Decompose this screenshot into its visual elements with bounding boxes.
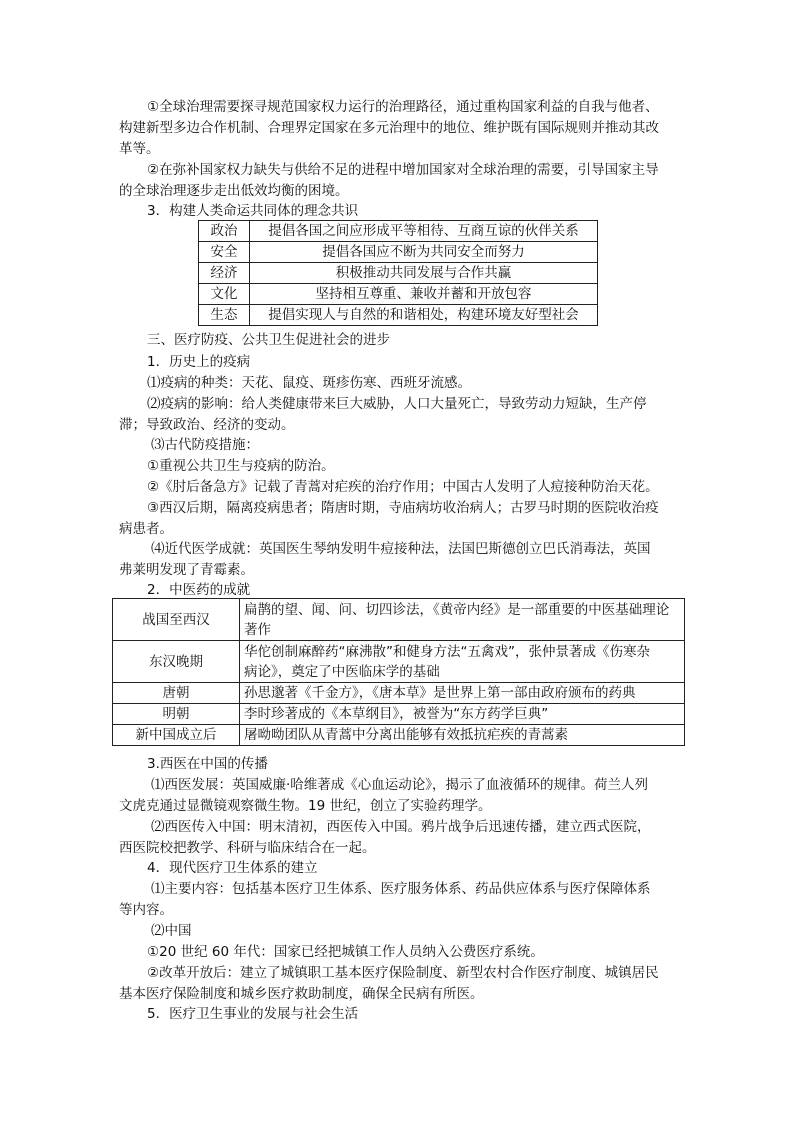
- section-heading: 1．历史上的疫病: [147, 354, 251, 370]
- paragraph-line: ⑴疫病的种类：天花、鼠疫、斑疹伤寒、西班牙流感。: [147, 375, 471, 391]
- paragraph-line: ②改革开放后：建立了城镇职工基本医疗保险制度、新型农村合作医疗制度、城镇居民: [147, 965, 659, 981]
- paragraph-line: ⑵西医传入中国：明末清初，西医传入中国。鸦片战争后迅速传播，建立西式医院，: [151, 819, 651, 835]
- paragraph-line: ⑴主要内容：包括基本医疗卫生体系、医疗服务体系、药品供应体系与医疗保障体系: [151, 881, 651, 897]
- paragraph-line: ①全球治理需要探寻规范国家权力运行的治理路径，通过重构国家利益的自我与他者、: [147, 99, 659, 115]
- paragraph-line: ⑴西医发展：英国威廉·哈维著成《心血运动论》，揭示了血液循环的规律。荷兰人列: [151, 777, 649, 793]
- paragraph-line: 文虎克通过显微镜观察微生物。19 世纪，创立了实验药理学。: [119, 798, 492, 814]
- paragraph-line: 弗莱明发现了青霉素。: [119, 562, 254, 578]
- paragraph-line: 构建新型多边合作机制、合理界定国家在多元治理中的地位、维护既有国际规则并推动其改: [119, 120, 659, 136]
- table-row: [113, 641, 685, 683]
- table-row: [199, 284, 598, 305]
- section-heading: 3．构建人类命运共同体的理念共识: [147, 203, 359, 219]
- table-cell-value: 提倡各国之间应形成平等相待、互商互谅的伙伴关系: [250, 221, 598, 242]
- paragraph-line: ①重视公共卫生与疫病的防治。: [147, 458, 335, 474]
- paragraph-line: ⑶古代防疫措施：: [151, 437, 259, 453]
- paragraph-line: ⑷近代医学成就：英国医生琴纳发明牛痘接种法，法国巴斯德创立巴氏消毒法，英国: [151, 541, 651, 557]
- table-row: [113, 683, 685, 704]
- section-heading: 2．中医药的成就: [147, 582, 251, 598]
- table-cell-value: 坚持相互尊重、兼收并蓄和开放包容: [250, 284, 598, 305]
- table-cell-line: 病论》，奠定了中医临床学的基础: [244, 663, 440, 680]
- section-heading: 4．现代医疗卫生体系的建立: [147, 860, 318, 876]
- table-row: [199, 242, 598, 263]
- paragraph-line: 滞；导致政治、经济的变动。: [119, 417, 295, 433]
- table-cell-value: 提倡实现人与自然的和谐相处，构建环境友好型社会: [250, 305, 598, 326]
- section-heading: 5．医疗卫生事业的发展与社会生活: [147, 1006, 359, 1022]
- table-row: [199, 221, 598, 242]
- paragraph-line: ③西汉后期，隔离疫病患者；隋唐时期，寺庙病坊收治病人；古罗马时期的医院收治疫: [147, 500, 659, 516]
- table-cell-line: 华佗创制麻醉药“麻沸散”和健身方法“五禽戏”，张仲景著成《伤寒杂: [244, 643, 650, 660]
- table-cell-value: [240, 641, 685, 683]
- table-cell-line: 孙思邈著《千金方》，《唐本草》是世界上第一部由政府颁布的药典: [244, 685, 636, 701]
- table-cell-value: [240, 725, 685, 746]
- table-row: [113, 599, 685, 641]
- consensus-table: [198, 220, 598, 326]
- paragraph-line: 的全球治理逐步走出低效均衡的困境。: [119, 183, 349, 199]
- table-cell-line: 扁鹊的望、闻、问、切四诊法，《黄帝内经》是一部重要的中医基础理论: [244, 601, 670, 618]
- table-cell-line: 李时珍著成的《本草纲目》，被誉为“东方药学巨典”: [244, 706, 549, 722]
- paragraph-line: ①20 世纪 60 年代：国家已经把城镇工作人员纳入公费医疗系统。: [147, 944, 544, 960]
- table-cell-key: 东汉晚期: [113, 641, 240, 683]
- paragraph-line: ②在弥补国家权力缺失与供给不足的进程中增加国家对全球治理的需要，引导国家主导: [147, 162, 659, 178]
- table-cell-line: 屠呦呦团队从青蒿中分离出能够有效抵抗疟疾的青蒿素: [244, 727, 568, 743]
- section-heading: 3.西医在中国的传播: [147, 756, 268, 772]
- section-heading: 三、医疗防疫、公共卫生促进社会的进步: [147, 332, 390, 348]
- paragraph-line: 革等。: [119, 141, 160, 157]
- paragraph-line: ⑵中国: [151, 923, 192, 939]
- paragraph-line: ②《肘后备急方》记载了青蒿对疟疾的治疗作用；中国古人发明了人痘接种防治天花。: [147, 479, 659, 495]
- table-cell-key: 安全: [199, 242, 250, 263]
- paragraph-line: 病患者。: [119, 521, 173, 537]
- paragraph-line: 西医院校把教学、科研与临床结合在一起。: [119, 840, 376, 856]
- table-cell-key: 战国至西汉: [113, 599, 240, 641]
- paragraph-line: 基本医疗保险制度和城乡医疗救助制度，确保全民病有所医。: [119, 986, 484, 1002]
- table-cell-key: 生态: [199, 305, 250, 326]
- paragraph-line: ⑵疫病的影响：给人类健康带来巨大威胁，人口大量死亡，导致劳动力短缺，生产停: [147, 396, 647, 412]
- table-row: [113, 725, 685, 746]
- table-cell-line: 著作: [244, 621, 271, 638]
- table-cell-key: 文化: [199, 284, 250, 305]
- table-row: [199, 263, 598, 284]
- tcm-achievements-table: [112, 598, 685, 746]
- table-cell-value: [240, 599, 685, 641]
- table-cell-value: 积极推动共同发展与合作共赢: [250, 263, 598, 284]
- table-row: [199, 305, 598, 326]
- table-cell-key: 唐朝: [113, 683, 240, 704]
- table-row: [113, 704, 685, 725]
- table-cell-value: [240, 704, 685, 725]
- table-cell-key: 新中国成立后: [113, 725, 240, 746]
- table-cell-key: 政治: [199, 221, 250, 242]
- paragraph-line: 等内容。: [119, 902, 173, 918]
- table-cell-key: 明朝: [113, 704, 240, 725]
- table-cell-value: 提倡各国应不断为共同安全而努力: [250, 242, 598, 263]
- table-cell-value: [240, 683, 685, 704]
- table-cell-key: 经济: [199, 263, 250, 284]
